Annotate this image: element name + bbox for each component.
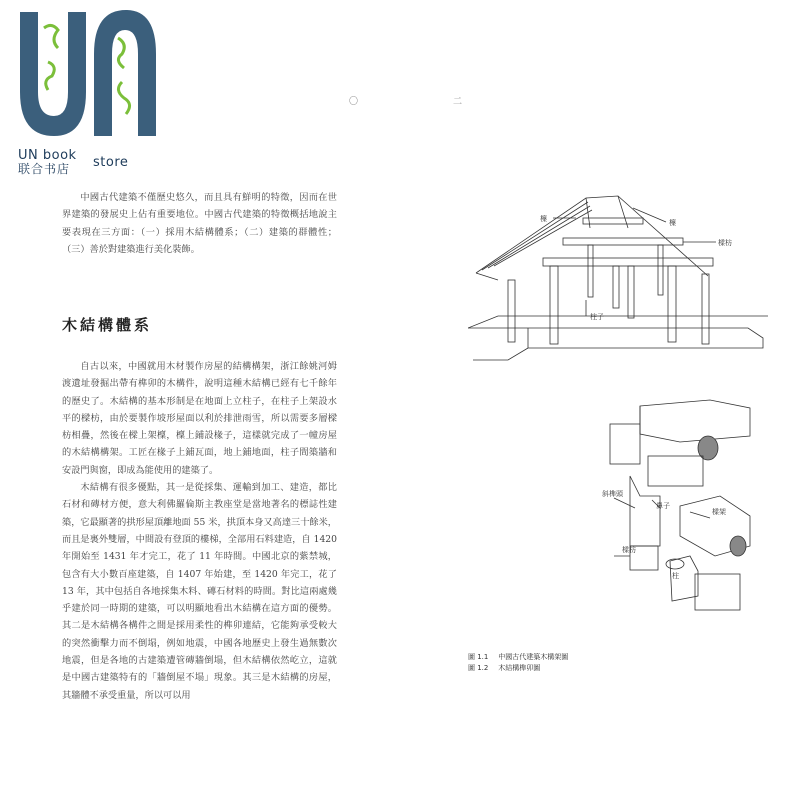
label-purlin-a: 檁: [540, 215, 547, 223]
page-mark-left: 〇: [347, 96, 357, 105]
caption-figure-1: [468, 652, 568, 662]
label-tenon-joint: 斜榫頭: [602, 490, 623, 498]
caption-number: 圖 1.2: [468, 664, 489, 672]
label-nose: 鼻子: [656, 502, 670, 510]
body-paragraph-2: 木結構有很多優點，其一是從採集、運輸到加工、建造，都比石材和磚材方便，意大利佛羅倫斯主教座堂是當地著名的標誌性建築，它最顯著的拱形屋頂離地面 55 米，拱頂本身又高達三十餘米，而且是裏外雙層，中間設有登頂的樓梯，全部用石料建造，自 1420 年開始至 1431 年才完工，花了 11 年時間。中國北京的紫禁城，包含有大小數百座建築，自 1407 年始建，至 1420 年完工，花了 13 年，其中包括自各地採集木料、磚石材料的時間。對比這兩處幾乎建於同一時期的建築，可以明顯地看出木結構在這方面的優勢。其二是木結構各構件之間是採用柔性的榫卯連結，它能夠承受較大的突然衝擊力而不倒塌，例如地震，中國各地歷史上發生過無數次地震，但是各地的古建築遭管磚牆倒塌，但木結構依然屹立，這就是中國古建築特有的「牆倒屋不塌」現象。其三是木結構的房屋，其牆體不承受重量，所以可以用: [62, 482, 337, 701]
label-post: 柱: [672, 572, 679, 580]
joint-illustration: [600, 396, 760, 646]
store-logo: [18, 8, 158, 176]
logo-mark-icon: [18, 8, 158, 138]
label-column: 柱子: [590, 313, 604, 321]
label-tie-beam: 樑枋: [622, 546, 636, 554]
label-beam: 樑枋: [718, 239, 732, 247]
label-purlin-b: 檁: [669, 219, 676, 227]
brand-name-cn: 联合书店: [18, 162, 71, 176]
caption-number: 圖 1.1: [468, 653, 489, 661]
caption-text: 中國古代建築木構架圖: [498, 653, 569, 661]
body-text: [62, 358, 337, 704]
section-title: 木結構體系: [62, 316, 153, 334]
timber-frame-illustration: [468, 188, 778, 363]
body-paragraph-1: 自古以來，中國就用木材製作房屋的結構構架，浙江餘姚河姆渡遺址發掘出帶有榫卯的木構件，說明這種木結構已經有七千餘年的歷史了。木結構的基本形制是在地面上立柱子，在柱子上架設水平的樑枋，由於要製作坡形屋面以利於排泄雨雪，所以需要多層樑枋相疊，然後在樑上架檁，檁上鋪設椽子，這樣就完成了一幢房屋的木結構構架。工匠在椽子上鋪瓦面，地上鋪地面，柱子間築牆和安設門與窗，即成為能使用的建築了。: [62, 361, 337, 476]
brand-name-en: UN book: [18, 148, 77, 163]
brand-name-en-2: store: [93, 155, 129, 170]
caption-figure-2: [468, 663, 540, 673]
label-beam-frame: 樑架: [712, 508, 726, 516]
page-mark-right: 二: [451, 96, 461, 105]
caption-text: 木結構榫卯圖: [498, 664, 541, 672]
intro-paragraph: [62, 189, 337, 258]
intro-text: 中國古代建築不僅歷史悠久，而且具有鮮明的特徵，因而在世界建築的發展史上佔有重要地位。中國古代建築的特徵概括地說主要表現在三方面：（一）採用木結構體系；（二）建築的群體性；（三）善於對建築進行美化裝飾。: [62, 192, 337, 255]
